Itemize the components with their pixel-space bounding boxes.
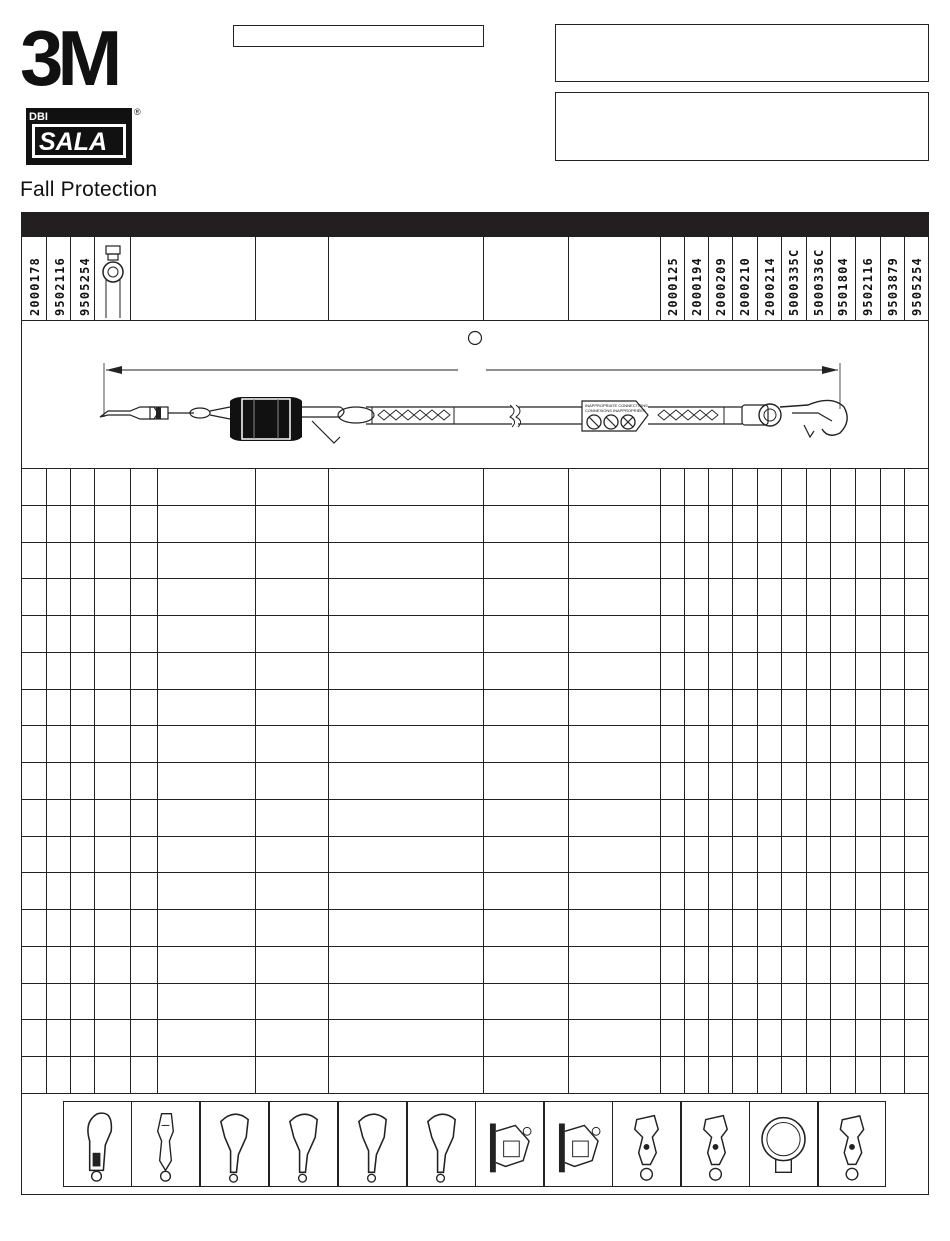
steel-rebar-hook-icon (339, 1102, 406, 1186)
left-col-label: 9502116 (53, 257, 67, 316)
table-column-line (660, 468, 661, 1093)
connector-thumbnail (818, 1101, 886, 1187)
cable-clamp-icon (476, 1102, 543, 1186)
rebar-hook-icon (201, 1102, 268, 1186)
table-column-line (684, 468, 685, 1093)
table-column-line (781, 468, 782, 1093)
connector-thumbnail (749, 1101, 818, 1187)
table-column-line (855, 468, 856, 1093)
header-column-divider (328, 237, 329, 320)
table-column-line (130, 468, 131, 1093)
right-col-label: 9501804 (836, 257, 850, 316)
table-column-line (880, 468, 881, 1093)
table-column-line (94, 468, 95, 1093)
connector-thumbnail (338, 1101, 407, 1187)
right-col-label: 9503879 (886, 257, 900, 316)
header-column-divider (904, 237, 905, 320)
header-column-divider (855, 237, 856, 320)
right-col-label: 5000335C (787, 248, 801, 316)
header-column-divider (757, 237, 758, 320)
aluminum-rebar-hook-icon (270, 1102, 337, 1186)
swivel-hook-icon (613, 1102, 680, 1186)
connector-thumbnail (681, 1101, 750, 1187)
connector-thumbnail (544, 1101, 613, 1187)
table-column-line (328, 468, 329, 1093)
header-column-divider (684, 237, 685, 320)
header-column-divider (568, 237, 569, 320)
right-col-label: 5000336C (812, 248, 826, 316)
large-hook-icon (408, 1102, 475, 1186)
right-col-label: 2000214 (763, 257, 777, 316)
svg-text:3M: 3M (20, 23, 117, 89)
svg-text:INAPPROPRIATE CONNECTIONS: INAPPROPRIATE CONNECTIONS (585, 403, 648, 408)
header-column-divider (94, 237, 95, 320)
table-column-line (806, 468, 807, 1093)
header-column-divider (806, 237, 807, 320)
right-col-label: 2000194 (690, 257, 704, 316)
svg-text:SALA: SALA (39, 128, 108, 156)
info-box-2 (555, 92, 929, 161)
connector-thumbnail (407, 1101, 476, 1187)
table-column-line (46, 468, 47, 1093)
table-column-line (255, 468, 256, 1093)
left-col-label: 9505254 (78, 257, 92, 316)
d-ring-icon (750, 1102, 817, 1186)
connector-thumbnail (63, 1101, 132, 1187)
connector-icon (98, 240, 128, 320)
svg-text:®: ® (134, 107, 141, 117)
header-column-divider (483, 237, 484, 320)
right-col-label: 2000209 (714, 257, 728, 316)
left-col-label: 2000178 (28, 257, 42, 316)
connector-thumbnail (475, 1101, 544, 1187)
header-column-divider (708, 237, 709, 320)
header-column-divider (830, 237, 831, 320)
table-row-line (21, 1093, 929, 1094)
beam-clamp-icon (545, 1102, 612, 1186)
table-column-line (157, 468, 158, 1093)
header-column-divider (732, 237, 733, 320)
header-column-divider (255, 237, 256, 320)
table-header-bar (21, 212, 929, 237)
table-column-line (830, 468, 831, 1093)
right-col-label: 9502116 (861, 257, 875, 316)
header-column-divider (781, 237, 782, 320)
header-column-divider (46, 237, 47, 320)
table-column-line (483, 468, 484, 1093)
table-column-line (708, 468, 709, 1093)
table-column-line (732, 468, 733, 1093)
header-column-divider (130, 237, 131, 320)
connector-thumbnail (200, 1101, 269, 1187)
right-col-label: 2000210 (738, 257, 752, 316)
3m-logo (20, 23, 144, 89)
header-column-divider (880, 237, 881, 320)
right-col-label: 9505254 (910, 257, 924, 316)
double-lock-snap-icon (819, 1102, 885, 1186)
connector-thumbnail (131, 1101, 200, 1187)
header-column-divider (70, 237, 71, 320)
right-col-label: 2000125 (666, 257, 680, 316)
connector-thumbnail (269, 1101, 338, 1187)
svg-text:CONNEXIONS INAPPROPRIÉES: CONNEXIONS INAPPROPRIÉES (585, 408, 646, 413)
table-column-line (70, 468, 71, 1093)
dbi-sala-logo (26, 104, 144, 166)
twist-lock-hook-icon (132, 1102, 199, 1186)
connector-thumbnail (612, 1101, 681, 1187)
header-column-divider (660, 237, 661, 320)
swivel-snap-icon (682, 1102, 749, 1186)
svg-text:DBI: DBI (29, 111, 48, 123)
tagline: Fall Protection (20, 178, 158, 201)
table-column-line (757, 468, 758, 1093)
info-box-1 (555, 24, 929, 82)
title-box (233, 25, 484, 47)
snap-hook-icon (64, 1102, 131, 1186)
table-column-line (904, 468, 905, 1093)
lanyard-diagram (22, 321, 928, 467)
table-column-line (568, 468, 569, 1093)
